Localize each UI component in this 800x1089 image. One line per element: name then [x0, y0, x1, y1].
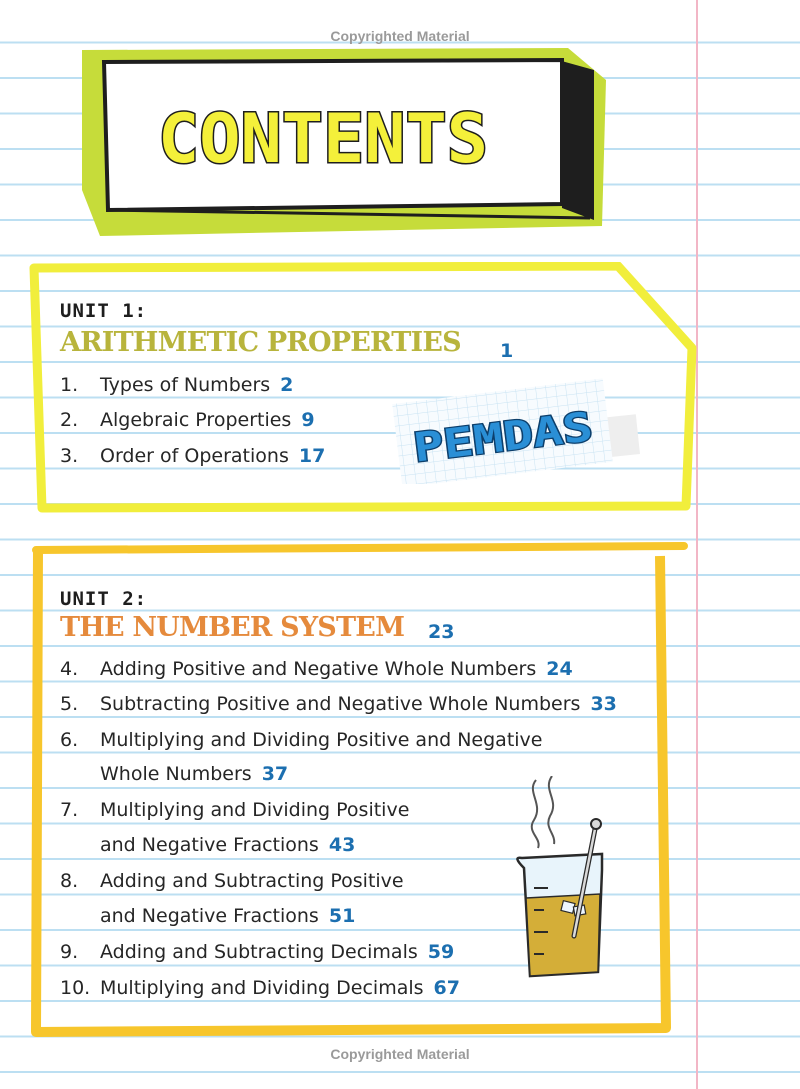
copyright-header: Copyrighted Material [330, 28, 470, 44]
chapter-title-continued: and Negative Fractions [100, 834, 319, 856]
chapter-page-number: 9 [301, 409, 315, 431]
contents-title: CONTENTS [158, 100, 488, 179]
chapter-number: 9. [60, 941, 79, 963]
chapter-title: Subtracting Positive and Negative Whole Numbers [100, 693, 581, 715]
chapter-number: 3. [60, 445, 79, 467]
contents-title-banner [78, 40, 618, 240]
chapter-page-number: 24 [546, 658, 573, 680]
pemdas-note [390, 372, 642, 484]
chapter-page-number: 43 [328, 834, 356, 856]
chapter-number: 2. [60, 409, 79, 431]
chapter-page-number: 37 [261, 763, 289, 785]
chapter-title-continued: and Negative Fractions [100, 905, 319, 927]
chapter-title: Algebraic Properties [100, 409, 292, 431]
unit-1-label: UNIT 1: [60, 300, 148, 322]
chapter-number: 5. [60, 693, 79, 715]
chapter-page-number: 2 [280, 374, 294, 396]
chapter-page-number: 33 [590, 693, 617, 715]
chapter-title: Types of Numbers [100, 374, 271, 396]
unit-1-page-number: 1 [500, 340, 514, 362]
chapter-title: Multiplying and Dividing Decimals [100, 977, 424, 999]
chapter-title: Multiplying and Dividing Positive and Negative [100, 729, 543, 751]
chapter-title: Multiplying and Dividing Positive [100, 799, 410, 821]
chapter-page-number: 67 [433, 977, 460, 999]
chapter-title: Adding Positive and Negative Whole Numbers [100, 658, 537, 680]
chapter-number: 10. [60, 977, 91, 999]
chapter-number: 8. [60, 870, 79, 892]
notebook-margin-line [696, 0, 698, 1089]
chapter-title: Order of Operations [100, 445, 289, 467]
chapter-page-number: 17 [298, 445, 326, 467]
unit-2-label: UNIT 2: [60, 588, 148, 610]
chapter-number: 4. [60, 658, 79, 680]
unit-1-title: ARITHMETIC PROPERTIES [60, 327, 461, 358]
unit-2-title: THE NUMBER SYSTEM [60, 612, 405, 643]
pemdas-label: PEMDAS [411, 408, 561, 472]
chapter-page-number: 59 [427, 941, 455, 963]
chapter-title: Adding and Subtracting Positive [100, 870, 404, 892]
chapter-number: 7. [60, 799, 79, 821]
unit-2-page-number: 23 [428, 621, 455, 643]
chapter-number: 1. [60, 374, 79, 396]
chapter-title-continued: Whole Numbers [100, 763, 252, 785]
chapter-page-number: 51 [328, 905, 356, 927]
copyright-footer: Copyrighted Material [330, 1046, 470, 1062]
chapter-title: Adding and Subtracting Decimals [100, 941, 418, 963]
beaker-illustration [508, 776, 612, 980]
chapter-number: 6. [60, 729, 79, 751]
